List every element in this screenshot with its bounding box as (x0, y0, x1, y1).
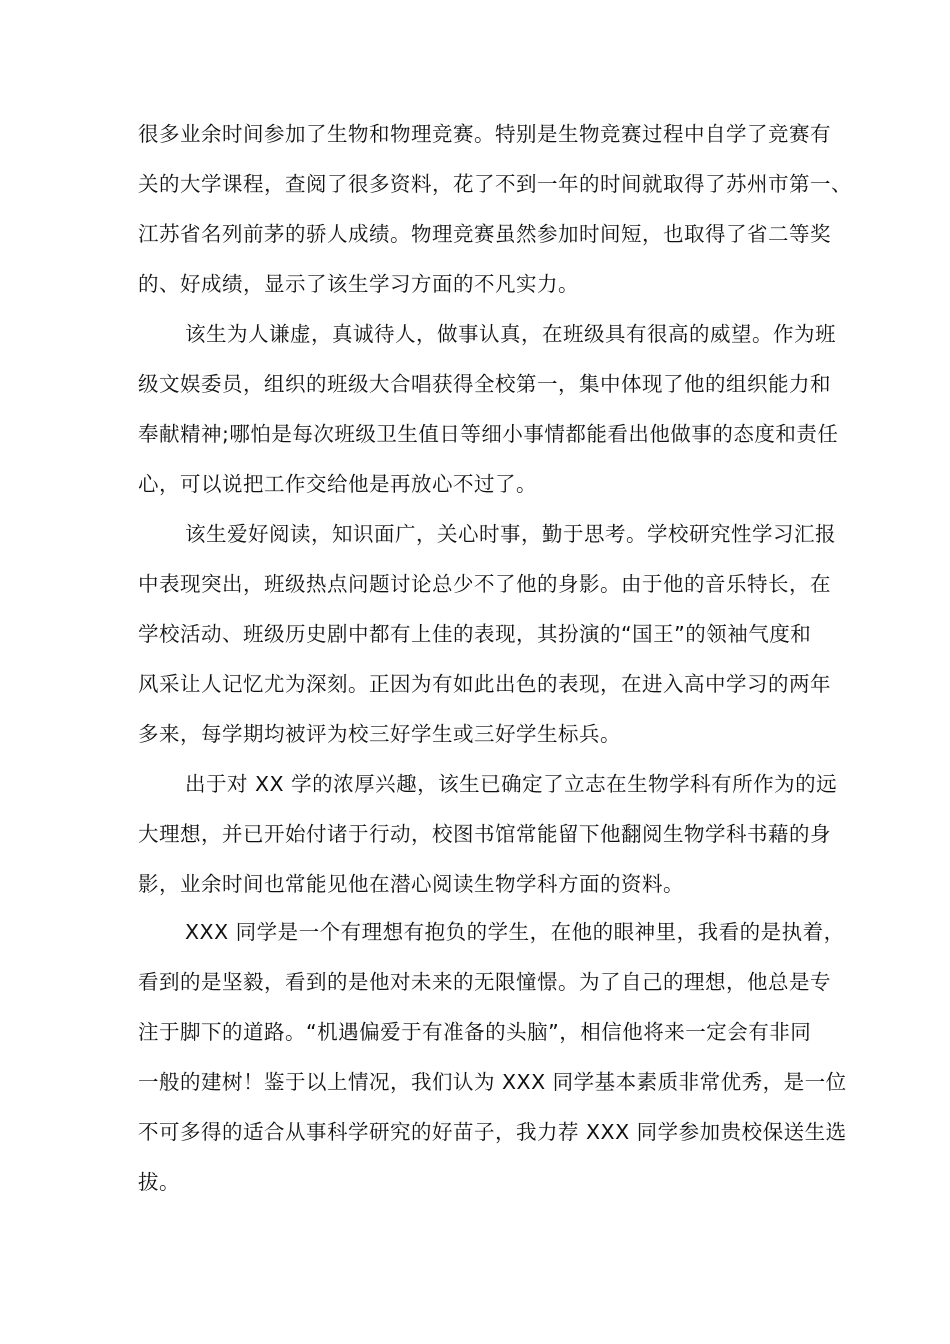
text-line: 江苏省名列前茅的骄人成绩。物理竞赛虽然参加时间短，也取得了省二等奖 (138, 222, 831, 246)
text-line: 风采让人记忆尤为深刻。正因为有如此出色的表现，在进入高中学习的两年 (138, 672, 831, 696)
text-line: 一般的建树！鉴于以上情况，我们认为 XXX 同学基本素质非常优秀，是一位 (138, 1070, 847, 1094)
text-line: 拔。 (138, 1170, 180, 1194)
text-line: 不可多得的适合从事科学研究的好苗子，我力荐 XXX 同学参加贵校保送生选 (138, 1120, 847, 1144)
text-line: 的、好成绩，显示了该生学习方面的不凡实力。 (138, 272, 579, 296)
text-line: 影，业余时间也常能见他在潜心阅读生物学科方面的资料。 (138, 872, 684, 896)
text-line: 看到的是坚毅，看到的是他对未来的无限憧憬。为了自己的理想，他总是专 (138, 970, 831, 994)
text-line: 关的大学课程，查阅了很多资料，花了不到一年的时间就取得了苏州市第一、 (138, 172, 852, 196)
text-line: XXX 同学是一个有理想有抱负的学生，在他的眼神里，我看的是执着， (185, 920, 845, 944)
text-line: 心，可以说把工作交给他是再放心不过了。 (138, 472, 537, 496)
text-line: 奉献精神;哪怕是每次班级卫生值日等细小事情都能看出他做事的态度和责任 (138, 422, 839, 446)
text-line: 很多业余时间参加了生物和物理竞赛。特别是生物竞赛过程中自学了竞赛有 (138, 122, 831, 146)
text-line: 该生为人谦虚，真诚待人，做事认真，在班级具有很高的威望。作为班 (185, 322, 836, 346)
text-line: 级文娱委员，组织的班级大合唱获得全校第一，集中体现了他的组织能力和 (138, 372, 831, 396)
text-line: 学校活动、班级历史剧中都有上佳的表现，其扮演的“国王”的领袖气度和 (138, 622, 812, 646)
text-line: 该生爱好阅读，知识面广，关心时事，勤于思考。学校研究性学习汇报 (185, 522, 836, 546)
text-line: 大理想，并已开始付诸于行动，校图书馆常能留下他翻阅生物学科书藉的身 (138, 822, 831, 846)
text-line: 多来，每学期均被评为校三好学生或三好学生标兵。 (138, 722, 621, 746)
text-line: 中表现突出，班级热点问题讨论总少不了他的身影。由于他的音乐特长，在 (138, 572, 831, 596)
text-line: 注于脚下的道路。“机遇偏爱于有准备的头脑”，相信他将来一定会有非同 (138, 1020, 812, 1044)
text-line: 出于对 XX 学的浓厚兴趣，该生已确定了立志在生物学科有所作为的远 (185, 772, 838, 796)
